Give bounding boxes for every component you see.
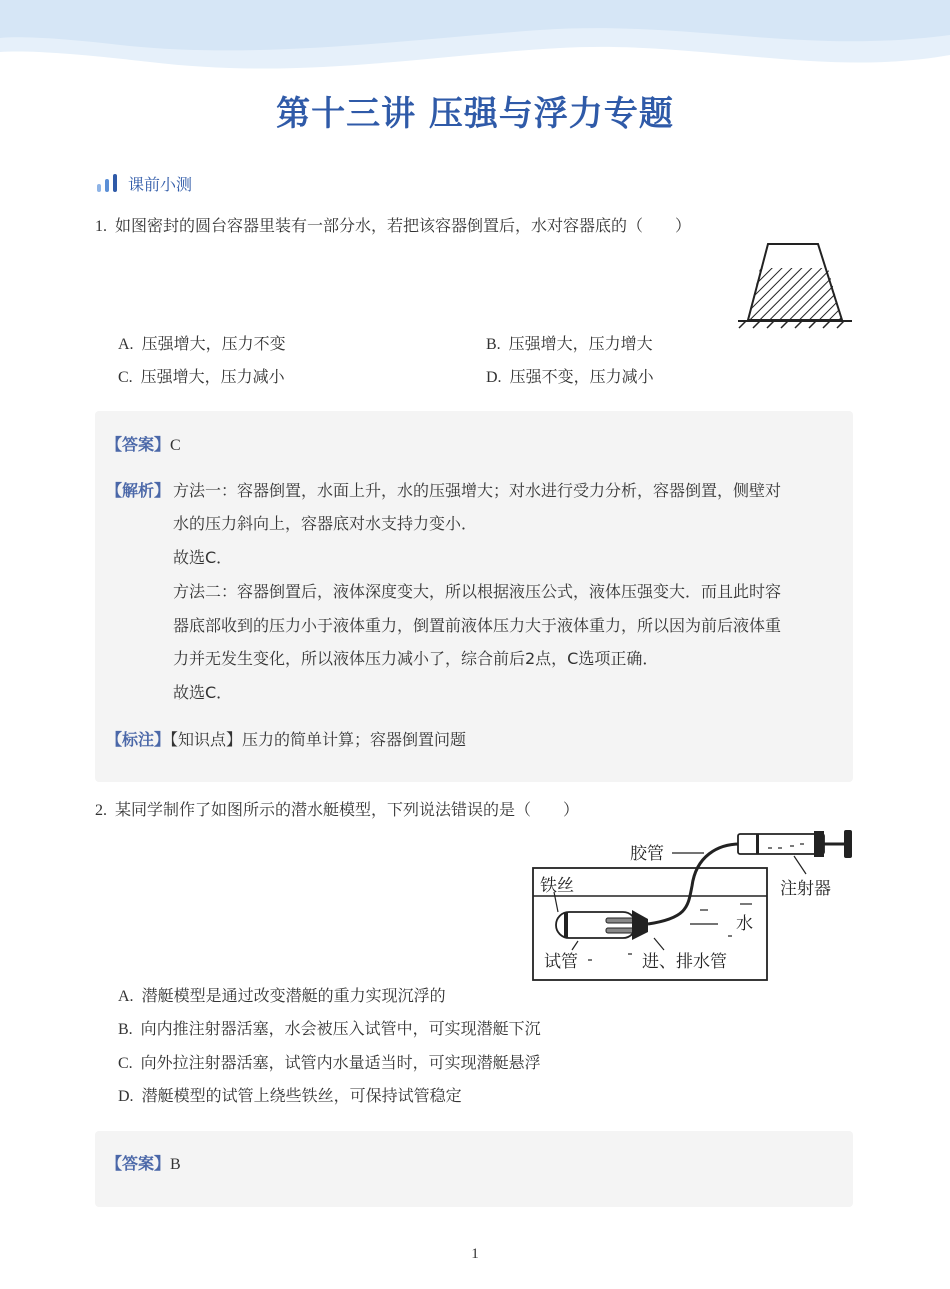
question-1 <box>95 214 691 239</box>
option-d[interactable]: D. 压强不变，压力减小 <box>486 367 654 386</box>
analysis-tag-row <box>106 479 170 503</box>
question-number: 1. <box>95 218 107 235</box>
analysis-line: 方法一：容器倒置，水面上升，水的压强增大；对水进行受力分析，容器倒置，侧壁对 <box>173 481 782 500</box>
analysis-line: 故选C． <box>173 548 233 567</box>
option-a[interactable]: A. 压强增大，压力不变 <box>118 334 286 353</box>
analysis-tag: 【解析】 <box>106 481 171 500</box>
label-test-tube: 试管 <box>544 952 578 971</box>
bar-chart-icon <box>96 173 118 193</box>
analysis-line: 方法二：容器倒置后，液体深度变大，所以根据液压公式，液体压强变大．而且此时容 <box>173 582 782 601</box>
answer-tag: 【答案】 <box>106 435 171 454</box>
submarine-model-figure <box>528 826 856 984</box>
page-title: 第十三讲 压强与浮力专题 <box>276 94 674 134</box>
note-text: 【知识点】压力的简单计算；容器倒置问题 <box>170 730 467 749</box>
answer-value: C <box>170 437 181 454</box>
label-iron-wire: 铁丝 <box>540 876 574 895</box>
option-b[interactable]: B. 向内推注射器活塞，水会被压入试管中，可实现潜艇下沉 <box>118 1019 541 1038</box>
analysis-line: 器底部收到的压力小于液体重力，倒置前液体压力大于液体重力，所以因为前后液体重 <box>173 616 782 635</box>
option-b[interactable]: B. 压强增大，压力增大 <box>486 334 653 353</box>
question-stem: 某同学制作了如图所示的潜水艇模型，下列说法错误的是（ ） <box>115 800 580 819</box>
analysis-line: 水的压力斜向上，容器底对水支持力变小． <box>173 514 478 533</box>
label-hose: 胶管 <box>630 844 664 863</box>
answer-tag: 【答案】 <box>106 1154 171 1173</box>
page-number: 1 <box>471 1246 479 1262</box>
section-header <box>96 171 192 195</box>
question-number: 2. <box>95 802 107 819</box>
answer-row <box>106 433 181 458</box>
note-row <box>106 728 466 752</box>
option-c[interactable]: C. 压强增大，压力减小 <box>118 367 285 386</box>
answer-box-q2 <box>95 1131 853 1207</box>
option-c[interactable]: C. 向外拉注射器活塞，试管内水量适当时，可实现潜艇悬浮 <box>118 1053 541 1072</box>
option-d[interactable]: D. 潜艇模型的试管上绕些铁丝，可保持试管稳定 <box>118 1086 462 1105</box>
option-a[interactable]: A. 潜艇模型是通过改变潜艇的重力实现沉浮的 <box>118 986 446 1005</box>
question-stem: 如图密封的圆台容器里装有一部分水，若把该容器倒置后，水对容器底的（ ） <box>115 216 692 235</box>
label-water: 水 <box>736 914 753 933</box>
section-label: 课前小测 <box>128 174 193 194</box>
label-drain-pipe: 进、排水管 <box>642 952 727 971</box>
frustum-container-figure <box>738 242 854 330</box>
analysis-line: 力并无发生变化，所以液体压力减小了，综合前后2点，C选项正确． <box>173 649 659 668</box>
analysis-line: 故选C． <box>173 683 233 702</box>
label-syringe: 注射器 <box>780 879 831 898</box>
header-wave-decoration <box>0 0 950 80</box>
note-tag: 【标注】 <box>106 730 171 749</box>
question-2 <box>95 798 579 823</box>
answer-value: B <box>170 1156 181 1173</box>
answer-row <box>106 1152 181 1177</box>
